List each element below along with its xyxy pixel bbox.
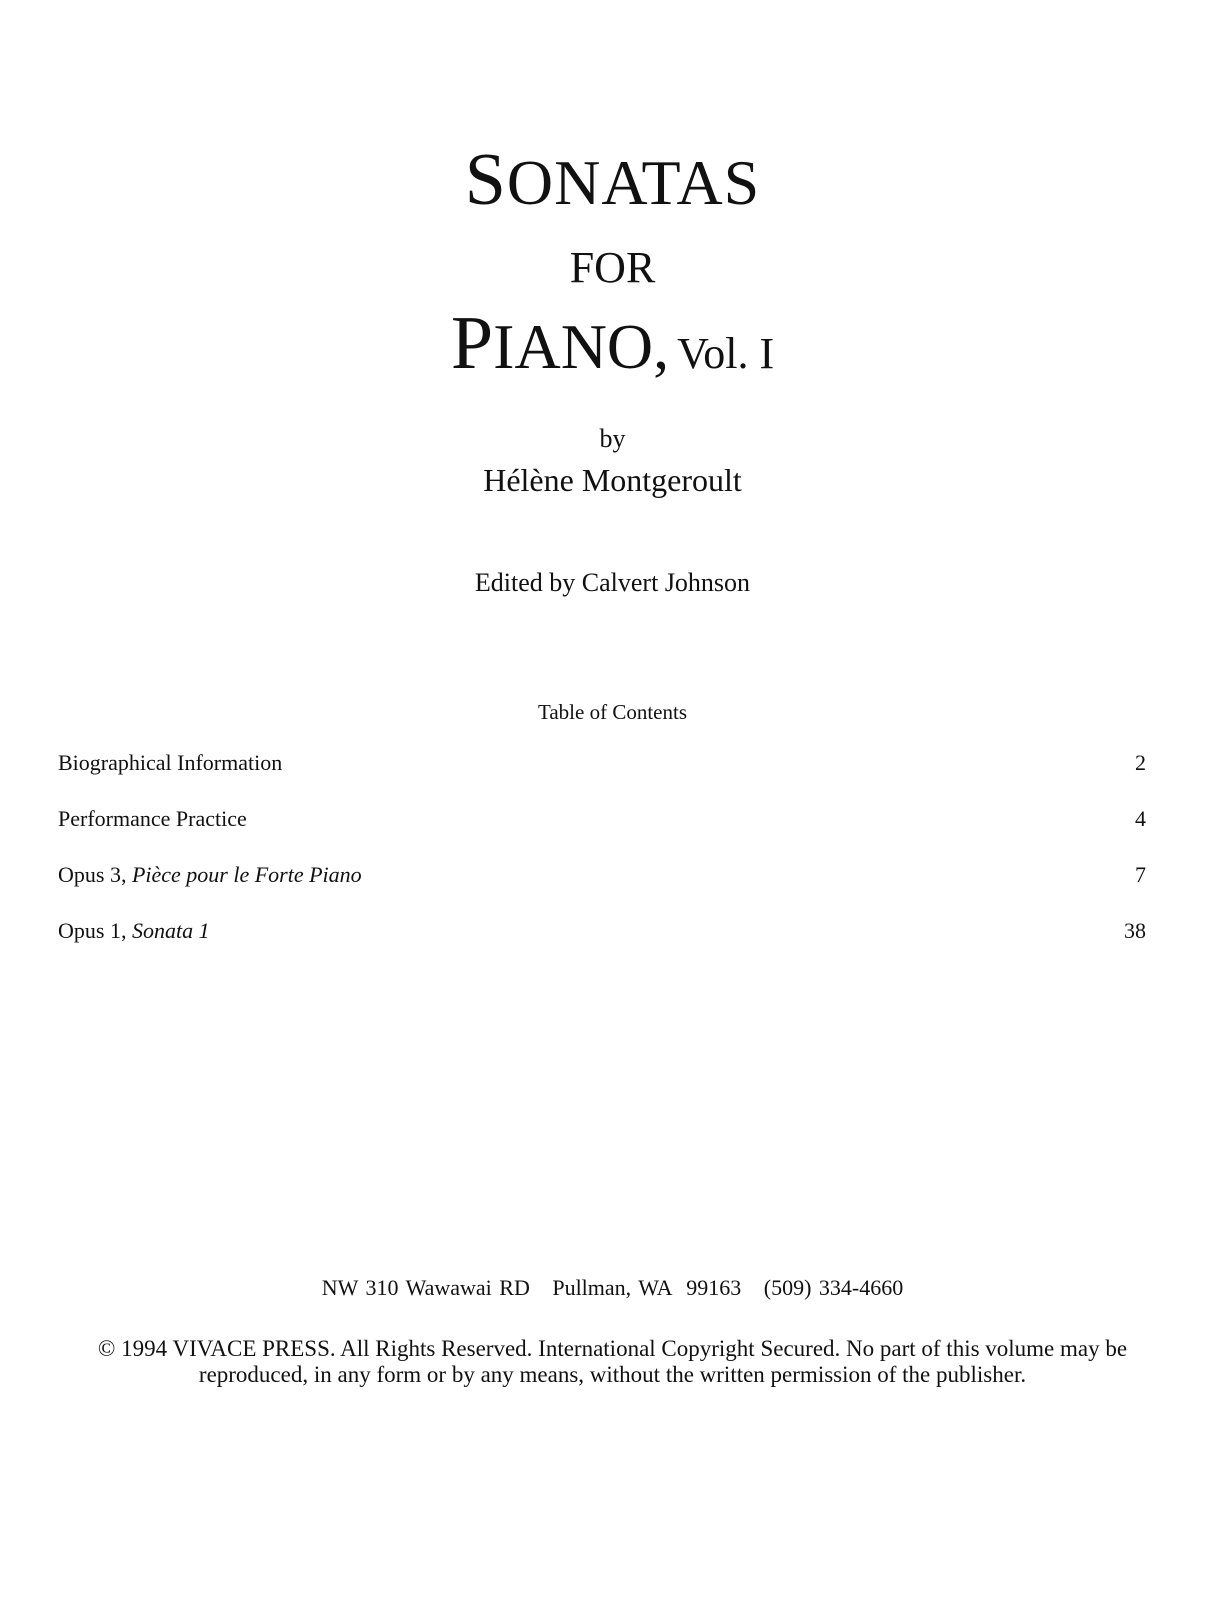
title-piano-rest: IANO,	[493, 311, 670, 382]
toc-entry-text: Performance Practice	[58, 806, 247, 831]
toc-entry-italic: Pièce pour le Forte Piano	[131, 862, 362, 887]
toc-row	[58, 806, 1146, 862]
toc-entry-italic: Sonata 1	[131, 918, 210, 943]
copyright-notice: © 1994 VIVACE PRESS. All Rights Reserved. International Copyright Secured. No part of this volume may be reproduced, in any form or by any means, without the written permission of the publisher.	[97, 1336, 1128, 1387]
toc-entry-page: 4	[1135, 806, 1146, 831]
by-label: by	[599, 424, 626, 453]
toc-entry-text: Opus 3,	[58, 862, 132, 887]
toc-entry-text: Opus 1,	[58, 918, 132, 943]
title-sonatas-rest: ONATAS	[506, 147, 761, 218]
toc-entry-text: Biographical Information	[58, 750, 283, 775]
toc-entry-page: 2	[1135, 750, 1146, 775]
toc-heading: Table of Contents	[538, 700, 687, 724]
toc-entry-title	[58, 918, 210, 944]
title-piano-initial: P	[450, 301, 494, 385]
author-name: Hélène Montgeroult	[483, 462, 742, 498]
toc-entry-title	[58, 862, 362, 888]
toc-entry-title	[58, 750, 282, 776]
title-sonatas	[0, 138, 1225, 223]
publisher-address: NW 310 Wawawai RD Pullman, WA 99163 (509) 334-4660	[321, 1275, 904, 1300]
title-sonatas-initial: S	[464, 139, 507, 221]
table-of-contents	[58, 750, 1146, 974]
title-piano	[0, 300, 1225, 387]
toc-row	[58, 750, 1146, 806]
toc-entry-page: 38	[1124, 918, 1146, 943]
editor-credit: Edited by Calvert Johnson	[474, 568, 751, 597]
toc-entry-page: 7	[1135, 862, 1146, 887]
toc-entry-title	[58, 806, 247, 832]
toc-row	[58, 918, 1146, 974]
title-volume: Vol. I	[677, 329, 775, 378]
title-for: FOR	[569, 243, 656, 292]
toc-row	[58, 862, 1146, 918]
